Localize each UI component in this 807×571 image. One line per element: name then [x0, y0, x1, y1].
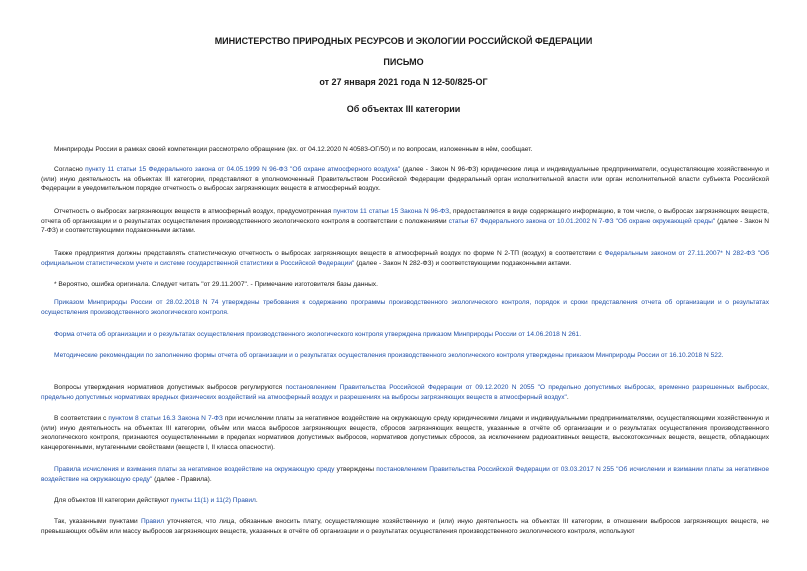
link-decree-2055[interactable]: постановлением Правительства Российской Федерации от 09.12.2020 N 2055 "О предельно допустимых выбросах, временно разрешенных выбросах, предельно допустимых нормативах вредных физических воздействий на атмосферный воздух и разрешениях на выбросы загрязняющих веществ в атмосферный воздух": [41, 384, 769, 401]
link-items-11-1-11-2[interactable]: пункты 11(1) и 11(2) Правил: [170, 497, 256, 504]
link-item-8-art-16-3[interactable]: пунктом 8 статьи 16.3 Закона N 7-ФЗ: [108, 415, 223, 422]
link-law-282fz[interactable]: Федеральным законом от 27.11.2007* N 282-ФЗ "Об официальном статистическом учете и системе государственной статистики в Российской Федерации": [41, 250, 769, 267]
paragraph-category-iii-rules: Для объектов III категории действуют пункты 11(1) и 11(2) Правил.: [54, 497, 258, 504]
link-law-96fz[interactable]: пункту 11 статьи 15 Федерального закона от 04.05.1999 N 96-ФЗ "Об охране атмосферного воздуха": [85, 166, 401, 173]
paragraph-statistics: Также предприятия должны представлять статистическую отчетность о выбросах загрязняющих веществ в атмосферный воздух по форме N 2-ТП (воздух) в соответствии с Федеральным законом от 27.11.2007* N 282-ФЗ "Об официальном статистическом учете и системе государственной статистики в Российской Федерации" (далее - Закон N 282-ФЗ) и соответствующими подзаконными актами.: [41, 250, 769, 267]
link-order-261[interactable]: Форма отчета об организации и о результатах осуществления производственного экологического контроля утверждена приказом Минприроды России от 14.06.2018 N 261.: [54, 331, 582, 338]
ministry-title: МИНИСТЕРСТВО ПРИРОДНЫХ РЕСУРСОВ И ЭКОЛОГИИ РОССИЙСКОЙ ФЕДЕРАЦИИ: [214, 36, 593, 46]
paragraph-fee-rules: Правила исчисления и взимания платы за негативное воздействие на окружающую среду утверждены постановлением Правительства Российской Федерации от 03.03.2017 N 255 "Об исчислении и взимании платы за негативное воздействие на окружающую среду" (далее - Правила).: [41, 466, 769, 483]
paragraph-law-96fz: Согласно пункту 11 статьи 15 Федерального закона от 04.05.1999 N 96-ФЗ "Об охране атмосферного воздуха" (далее - Закон N 96-ФЗ) юридические лица и индивидуальные предприниматели, осуществляющие хозяйственную и (или) иную деятельность на объектах III категории, представляют в уполномоченный Правительством Российской Федерации федеральный орган исполнительной власти или орган исполнительной власти субъекта Российской Федерации в уведомительном порядке отчетность о выбросах загрязняющих веществ в атмосферный воздух.: [41, 166, 769, 193]
link-order-74[interactable]: Приказом Минприроды России от 28.02.2018 N 74 утверждены требования к содержанию программы производственного экологического контроля, порядок и сроки представления отчета об организации и о результатах осуществления производственного экологического контроля.: [41, 299, 769, 316]
document-type: ПИСЬМО: [383, 57, 424, 67]
link-law-7fz-art-67[interactable]: статьи 67 Федерального закона от 10.01.2002 N 7-ФЗ "Об охране окружающей среды": [448, 217, 716, 225]
link-fee-rules[interactable]: Правила исчисления и взимания платы за негативное воздействие на окружающую среду: [54, 466, 335, 473]
link-decree-255[interactable]: постановлением Правительства Российской Федерации от 03.03.2017 N 255 "Об исчислении и взимании платы за негативное воздействие на окружающую среду": [41, 466, 769, 483]
paragraph-fee-calculation: В соответствии с пунктом 8 статьи 16.3 Закона N 7-ФЗ при исчислении платы за негативное воздействие на окружающую среду юридическими лицами и индивидуальными предпринимателями, осуществляющими хозяйственную и (или) иную деятельность на объектах III категории, объём или масса выбросов загрязняющих веществ, сбросов загрязняющих веществ, указанные в отчёте об организации и о результатах осуществления производственного экологического контроля, признаются осуществленными в пределах нормативов допустимых выбросов, нормативов допустимых сбросов, за исключением радиоактивных веществ, высокотоксичных веществ, веществ, обладающих канцерогенными, мутагенными свойствами (веществ I, II класса опасности).: [41, 415, 769, 451]
paragraph-order-74: [41, 298, 769, 317]
link-rules[interactable]: Правил: [140, 518, 165, 525]
paragraph-intro: Минприроды России в рамках своей компетенции рассмотрело обращение (вх. от 04.12.2020 N 40583-ОГ/50) и по вопросам, изложенным в нём, сообщает.: [54, 146, 533, 153]
paragraph-decree-2055: Вопросы утверждения нормативов допустимых выбросов регулируются постановлением Правительства Российской Федерации от 09.12.2020 N 2055 "О предельно допустимых выбросах, временно разрешенных выбросах, предельно допустимых нормативах вредных физических воздействий на атмосферный воздух и разрешениях на выбросы загрязняющих веществ в атмосферный воздух".: [41, 384, 769, 401]
paragraph-order-522: [41, 351, 769, 361]
document-subject: Об объектах III категории: [346, 104, 461, 114]
footnote: * Вероятно, ошибка оригинала. Следует читать "от 29.11.2007". - Примечание изготовителя базы данных.: [54, 281, 378, 288]
document-date-number: от 27 января 2021 года N 12-50/825-ОГ: [319, 77, 488, 87]
paragraph-order-261: [41, 330, 769, 340]
paragraph-reporting: Отчетность о выбросах загрязняющих веществ в атмосферный воздух, предусмотренная пунктом 11 статьи 15 Закона N 96-ФЗ, предоставляется в виде содержащего информацию, в том числе, о выбросах загрязняющих веществ, отчета об организации и о результатах осуществления производственного экологического контроля в соответствии с положениями статьи 67 Федерального закона от 10.01.2002 N 7-ФЗ "Об охране окружающей среды" (далее - Закон N 7-ФЗ) и соответствующими подзаконными актами.: [41, 208, 770, 235]
link-item-11-art-15[interactable]: пунктом 11 статьи 15 Закона N 96-ФЗ: [333, 208, 450, 215]
link-order-522[interactable]: Методические рекомендации по заполнению формы отчета об организации и о результатах осуществления производственного экологического контроля утверждены приказом Минприроды России от 16.10.2018 N 522.: [54, 352, 724, 359]
paragraph-rules-clarification: Так, указанными пунктами Правил уточняется, что лица, обязанные вносить плату, осуществляющие хозяйственную и (или) иную деятельность на объектах III категории, в отношении выбросов загрязняющих веществ, не превышающих объём или массу выбросов загрязняющих веществ, указанных в отчёте об организации и о результатах осуществления производственного экологического контроля, используют: [41, 518, 769, 535]
